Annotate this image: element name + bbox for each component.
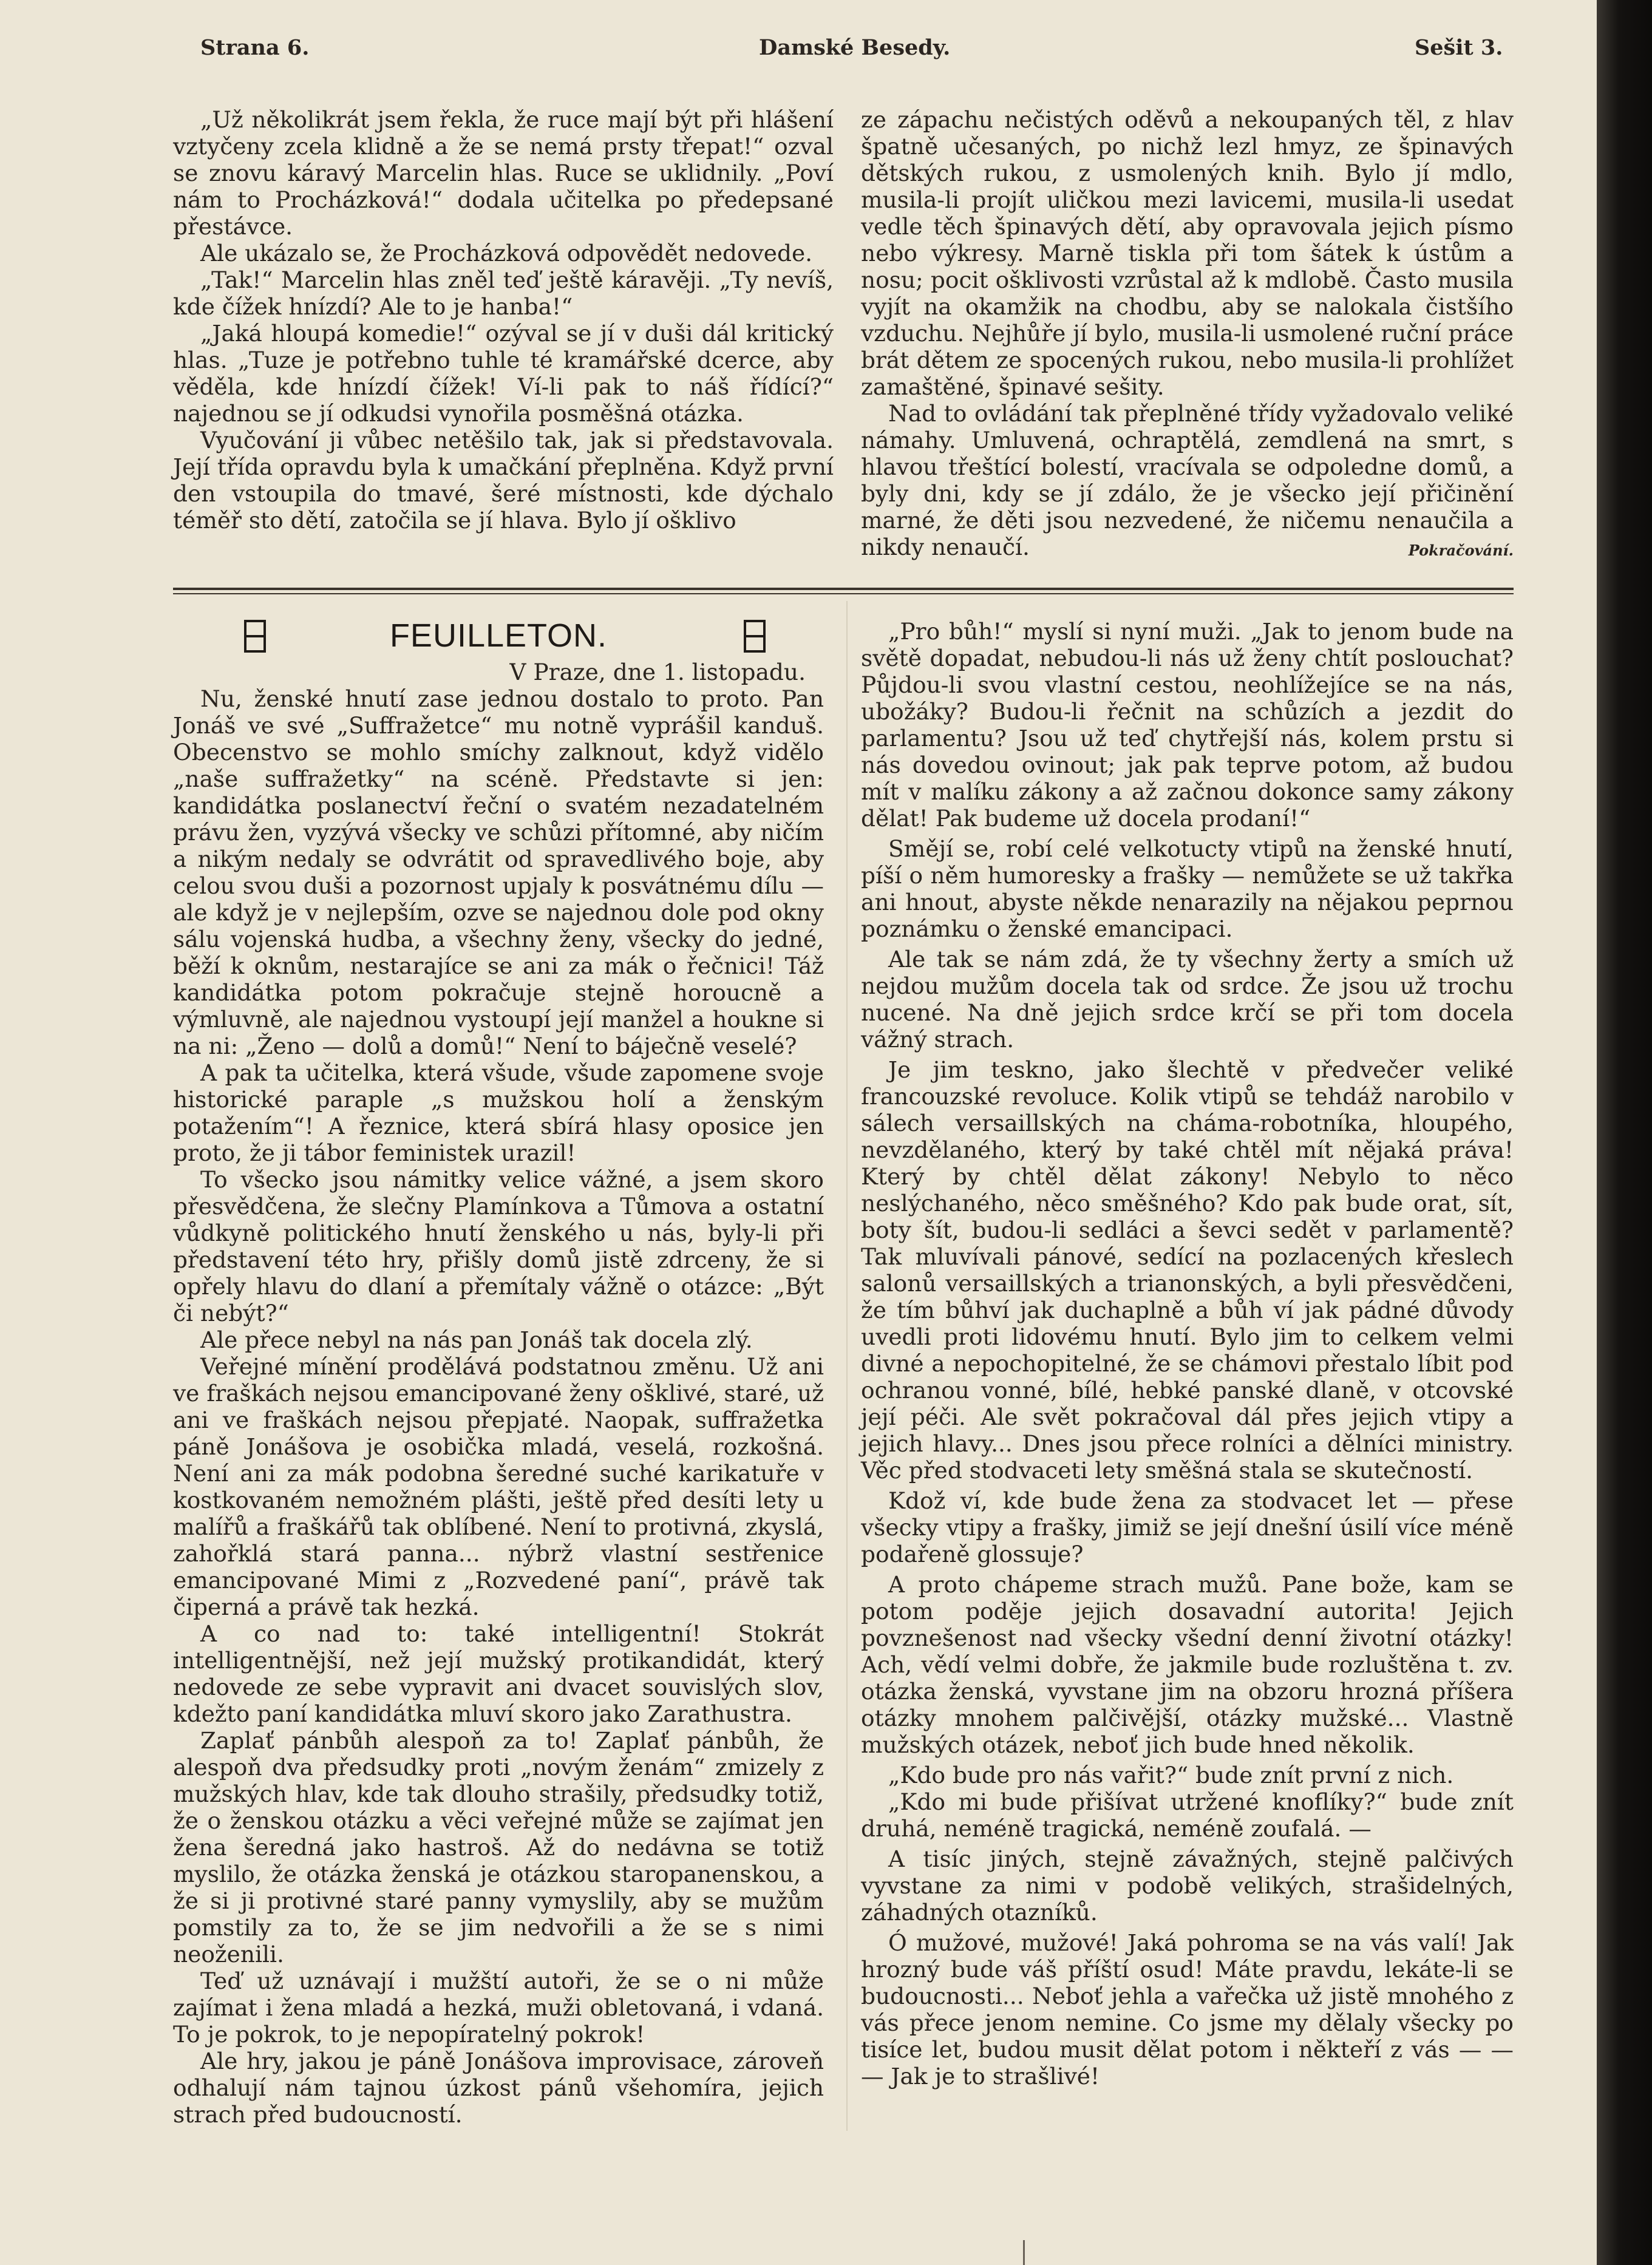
story-column-left [173, 106, 834, 534]
book-spine [1597, 0, 1652, 2265]
issue-number: Sešit 3. [1415, 35, 1503, 60]
paragraph: Veřejné mínění prodělává podstatnou změnu. Už ani ve fraškách nejsou emancipované ženy ošklivé, staré, už ani ve fraškách nejsou přepjaté. Naopak, suffražetka páně Jonášova je osobička mladá, veselá, rozkošná. Není ani za mák podobna šeredné suché karikatuře v kostkovaném nemožném plášti, ještě před desíti lety u malířů a fraškářů tak oblíbené. Není to protivná, zkyslá, zahořklá stará panna... nýbrž vlastní sestřenice emancipované Mimi z „Rozvedené paní“, právě tak čiperná a právě tak hezká. [173, 1353, 824, 1620]
paragraph: Smějí se, robí celé velkotucty vtipů na ženské hnutí, píší o něm humoresky a frašky — nemůžete se už takřka ani hnout, abyste někde nenarazily na nějakou peprnou poznámku o ženské emancipaci. [861, 835, 1514, 942]
paragraph: Ale přece nebyl na nás pan Jonáš tak docela zlý. [200, 1326, 753, 1353]
paragraph: ze zápachu nečistých oděvů a nekoupaných těl, z hlav špatně učesaných, po nichž lezl hmyz, ze špinavých dětských rukou, z usmolených knih. Bylo jí mdlo, musila-li projít uličkou mezi lavicemi, musila-li usedat vedle těch špinavých dětí, aby opravovala jejich písmo nebo výkresy. Marně tiskla při tom šátek k ústům a nosu; pocit ošklivosti vzrůstal až k mdlobě. Často musila vyjít na okamžik na chodbu, aby se nalokala čistšího vzduchu. Nejhůře jí bylo, musila-li usmolené ruční práce brát dětem ze spocených rukou, nebo musila-li prohlížet zamaštěné, špinavé sešity. [861, 106, 1514, 400]
section-divider [173, 588, 1514, 590]
paragraph: A tisíc jiných, stejně závažných, stejně palčivých vyvstane za nimi v podobě velikých, strašidelných, záhadných otazníků. [861, 1846, 1514, 1926]
paragraph: „Jaká hloupá komedie!“ ozýval se jí v duši dál kritický hlas. „Tuze je potřebno tuhle té kramářské dcerce, aby věděla, kde hnízdí čížek! Ví-li pak to náš řídící?“ najednou se jí odkudsi vynořila posměšná otázka. [173, 320, 834, 427]
paragraph: Ale ukázalo se, že Procházková odpovědět nedovede. [200, 240, 813, 267]
paragraph: „Kdo bude pro nás vařit?“ bude znít první z nich. [888, 1762, 1454, 1788]
story-column-right [861, 106, 1514, 563]
print-mark [1023, 2240, 1025, 2265]
paragraph: „Tak!“ Marcelin hlas zněl teď ještě káravěji. „Ty nevíš, kde čížek hnízdí? Ale to je hanba!“ [173, 267, 834, 320]
paragraph: Ale hry, jakou je páně Jonášova improvisace, zároveň odhalují nám tajnou úzkost pánů všehomíra, jejich strach před budoucností. [173, 2048, 824, 2128]
paragraph: A proto chápeme strach mužů. Pane bože, kam se potom poděje jejich dosavadní autorita! Jejich povznešenost nad všecky všední denní životní otázky! Ach, vědí velmi dobře, že jakmile bude rozluštěna t. zv. otázka ženská, vyvstane jim na obzoru hrozná příšera otázky mnohem palčivější, otázky mužské... Vlastně mužských otázek, neboť jich bude hned několik. [861, 1571, 1514, 1758]
feuilleton-column-right [861, 618, 1514, 2090]
paragraph: Ale tak se nám zdá, že ty všechny žerty a smích už nejdou mužům docela tak od srdce. Že jsou už trochu nucené. Na dně jejich srdce krčí se při tom docela vážný strach. [861, 946, 1514, 1053]
paragraph: A co nad to: také intelligentní! Stokrát intelligentnější, než její mužský protikandidát, který nedovede ze sebe vypravit ani dvacet souvislých slov, kdežto paní kandidátka mluví skoro jako Zarathustra. [173, 1620, 824, 1727]
paragraph: „Už několikrát jsem řekla, že ruce mají být při hlášení vztyčeny zcela klidně a že se nemá prsty třepat!“ ozval se znovu káravý Marcelin hlas. Ruce se uklidnily. „Poví nám to Procházková!“ dodala učitelka po předepsané přestávce. [173, 106, 834, 240]
paragraph: Nu, ženské hnutí zase jednou dostalo to proto. Pan Jonáš ve své „Suffražetce“ mu notně vyprášil kanduš. Obecenstvo se mohlo smíchy zalknout, když vidělo „naše suffražetky“ na scéně. Představte si jen: kandidátka poslanectví řeční o svatém nezadatelném právu žen, vyzývá všecky ve schůzi přítomné, aby ničím a nikým nedaly se odvrátit od spravedlivého boje, aby celou svou duši a pozornost upjaly k posvátnému dílu — ale když je v nejlepším, ozve se najednou dole pod okny sálu vojenská hudba, a všechny ženy, všecky do jedné, běží k oknům, nestarajíce se ani za mák o řečnici! Táž kandidátka potom pokračuje stejně horoucně a výmluvně, ale najednou vystoupí její manžel a houkne si na ni: „Ženo — dolů a domů!“ Není to báječně veselé? [173, 685, 824, 1059]
paragraph: Teď už uznávají i mužští autoři, že se o ni může zajímat i žena mladá a hezká, muži obletovaná, i vdaná. To je pokrok, to je nepopíratelný pokrok! [173, 1968, 824, 2048]
paragraph: Nad to ovládání tak přeplněné třídy vyžadovalo veliké námahy. Umluvená, ochraptělá, zemdlená na smrt, s hlavou třeštící bolestí, vracívala se odpoledne domů, a byly dni, kdy se jí zdálo, že je všecko její přičinění marné, že děti jsou nezvedené, že ničemu nenaučila a nikdy nenaučí. [861, 400, 1514, 560]
dateline: V Praze, dne 1. listopadu. [509, 659, 806, 685]
paragraph: To všecko jsou námitky velice vážné, a jsem skoro přesvědčena, že slečny Plamínkova a Tůmova a ostatní vůdkyně politického hnutí ženského u nás, byly-li při představení této hry, přišly domů jistě zdrceny, že si opřely hlavu do dlaní a přemítaly vážně o otázce: „Být či nebýt?“ [173, 1166, 824, 1326]
feuilleton-title: FEUILLETON. [389, 617, 608, 654]
paragraph: „Pro bůh!“ myslí si nyní muži. „Jak to jenom bude na světě dopadat, nebudou-li nás už ženy chtít poslouchat? Půjdou-li svou vlastní cestou, neohlížejíce se na nás, ubožáky? Budou-li řečnit na schůzích a jezdit do parlamentu? Jsou už teď chytřejší nás, kolem prstu si nás dovedou ovinout; jak pak teprve potom, až budou mít v malíku zákony a až začnou dokonce samy zákony dělat! Pak budeme už docela prodaní!“ [861, 618, 1514, 832]
paragraph: Je jim teskno, jako šlechtě v předvečer veliké francouzské revoluce. Kolik vtipů se tehdáž narobilo v sálech versaillských na chámа-robotníka, hloupého, nevzdělaného, který by také chtěl mít nějaká práva! Který by chtěl dělat zákony! Nebylo to něco neslýchaného, něco směšného? Kdo pak bude orat, sít, boty šít, budou-li sedláci a ševci sedět v parlamentě? Tak mluvívali pánové, sedící na pozlacených křeslech salonů versaillských a trianonských, a byli přesvědčeni, že tím bůhví jak duchaplně a bůh ví jak pádné důvody uvedli proti lidovému hnutí. Bylo jim to celkem velmi divné a nepochopitelné, že se chámovi přestalo líbit pod ochranou vonné, bílé, hebké panské dlaně, v otcovské její péči. Ale svět pokračoval dál přes jejich vtipy a jejich hlavy... Dnes jsou přece rolníci a dělníci ministry. Věc před stodvaceti lety směšná stala se skutečností. [861, 1056, 1514, 1484]
magazine-title: Damské Besedy. [759, 35, 951, 60]
feuilleton-heading [173, 614, 824, 657]
continued-label: Pokračování. [1408, 542, 1514, 559]
column-divider [846, 601, 848, 2131]
page-number: Strana 6. [200, 35, 310, 60]
paragraph: Ó mužové, mužové! Jaká pohroma se na vás valí! Jak hrozný bude váš příští osud! Máte pravdu, lekáte-li se budoucnosti... Neboť jehla a vařečka už jistě mnohého z vás přece jenom nemine. Co jsme my dělaly všecky po tisíce let, budou musit dělat potom i někteří z vás — — — Jak je to strašlivé! [861, 1929, 1514, 2090]
paragraph: Kdož ví, kde bude žena za stodvacet let — přese všecky vtipy a frašky, jimiž se její dnešní úsilí více méně podařeně glossuje? [861, 1487, 1514, 1567]
paragraph: Zaplať pánbůh alespoň za to! Zaplať pánbůh, že alespoň dva předsudky proti „novým ženám“ zmizely z mužských hlav, kde tak dlouho strašily, předsudky totiž, že o ženskou otázku a věci veřejné může se zajímat jen žena šeredná jako hastroš. Až do nedávna se totiž myslilo, že otázka ženská je otázkou staropanenskou, a že si ji protivné staré panny vymyslily, aby se mužům pomstily za to, že se jim nedvořili a že se s nimi neoženili. [173, 1727, 824, 1968]
ornament-icon [743, 619, 767, 653]
paragraph: Vyučování ji vůbec netěšilo tak, jak si představovala. Její třída opravdu byla k umačkání přeplněna. Když první den vstoupila do tmavé, šeré místnosti, kde dýchalo téměř sto dětí, zatočila se jí hlava. Bylo jí ošklivo [173, 427, 834, 534]
paragraph: „Kdo mi bude přišívat utržené knoflíky?“ bude znít druhá, neméně tragická, neméně zoufalá. — [861, 1788, 1514, 1842]
paragraph: A pak ta učitelka, která všude, všude zapomene svoje historické paraple „s mužskou holí a ženským potažením“! A řeznice, která sbírá hlasy oposice jen proto, že ji tábor feministek urazil! [173, 1059, 824, 1166]
feuilleton-column-left [173, 659, 824, 2128]
section-divider-thin [173, 593, 1514, 594]
